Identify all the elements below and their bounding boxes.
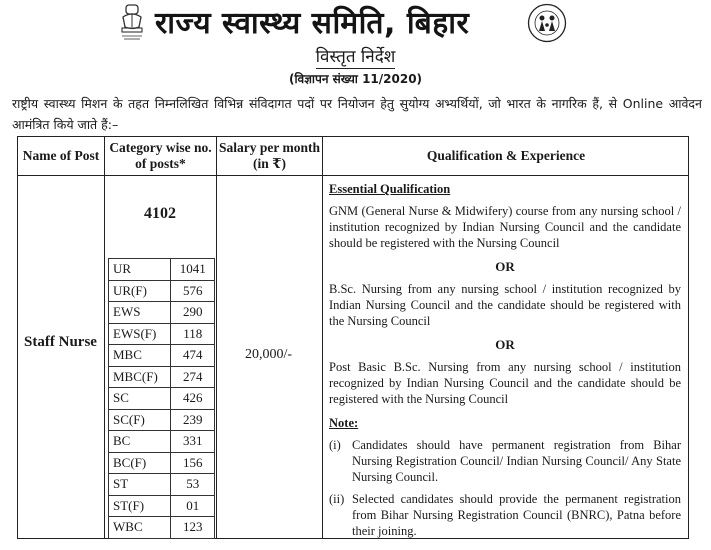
note-text: Candidates should have permanent registration from Bihar Nursing Registration Council/ Indian Nursing Council/ Any State Nursing Council. [352, 438, 681, 484]
note-item [329, 437, 681, 485]
category-count: 576 [171, 280, 215, 302]
post-name: Staff Nurse [24, 334, 97, 350]
note-heading: Note: [329, 416, 359, 430]
category-count: 290 [171, 302, 215, 324]
category-label: SC(F) [109, 409, 171, 431]
category-label: EWS(F) [109, 323, 171, 345]
recruitment-table [17, 136, 689, 539]
category-count: 118 [171, 323, 215, 345]
header-category-wise: Category wise no. of posts* [109, 140, 212, 171]
total-posts: 4102 [144, 205, 176, 222]
column-divider [216, 137, 217, 538]
advertisement-number: (विज्ञापन संख्या 11/2020) [288, 72, 423, 86]
category-row [109, 452, 215, 474]
category-count: 123 [171, 517, 215, 539]
qualification-option-post-basic: Post Basic B.Sc. Nursing from any nursing school / institution recognized by Indian Nursing Council and the candidate should be registered with the Nursing Council [329, 360, 681, 406]
page-subtitle [0, 44, 711, 67]
nhm-logo-icon [527, 3, 567, 43]
category-row [109, 388, 215, 410]
org-title: राज्य स्वास्थ्य समिति, बिहार [155, 6, 470, 41]
header-name-of-post: Name of Post [22, 148, 100, 163]
category-label: BC(F) [109, 452, 171, 474]
category-count: 274 [171, 366, 215, 388]
category-count: 156 [171, 452, 215, 474]
category-row [109, 280, 215, 302]
qualification-option-bsc: B.Sc. Nursing from any nursing school / institution recognized by Indian Nursing Council and the candidate should be registered with the Nursing Council [329, 282, 681, 328]
category-row [109, 259, 215, 281]
category-label: BC [109, 431, 171, 453]
category-row [109, 302, 215, 324]
subtitle-text: विस्तृत निर्देश [315, 47, 396, 67]
category-count: 331 [171, 431, 215, 453]
intro-paragraph: राष्ट्रीय स्वास्थ्य मिशन के तहत निम्नलिखित विभिन्न संविदागत पदों पर नियोजन हेतु सुयोग्य अभ्यर्थियों, जो भारत के नागरिक हैं, से Online आवेदन आमंत्रित किये जाते हैं:– [12, 96, 702, 132]
category-label: WBC [109, 517, 171, 539]
category-count: 474 [171, 345, 215, 367]
or-separator: OR [495, 259, 515, 274]
category-label: MBC [109, 345, 171, 367]
category-label: ST(F) [109, 495, 171, 517]
note-text: Selected candidates should provide the permanent registration from Bihar Nursing Registration Council (BNRC), Patna before their joining. [352, 492, 681, 538]
document-header [0, 0, 711, 44]
qualification-block [329, 181, 681, 545]
national-emblem-icon [117, 3, 147, 43]
category-label: MBC(F) [109, 366, 171, 388]
category-row [109, 409, 215, 431]
note-number: (i) [329, 438, 341, 452]
category-label: SC [109, 388, 171, 410]
note-list [329, 437, 681, 539]
category-label: UR(F) [109, 280, 171, 302]
category-count: 1041 [171, 259, 215, 281]
header-qualification: Qualification & Experience [426, 148, 586, 163]
header-salary: Salary per month (in ₹) [218, 140, 320, 171]
category-row [109, 517, 215, 539]
category-row [109, 323, 215, 345]
category-label: ST [109, 474, 171, 496]
category-table [108, 258, 215, 539]
category-count: 01 [171, 495, 215, 517]
category-label: UR [109, 259, 171, 281]
column-divider [104, 137, 105, 538]
column-divider [322, 137, 323, 538]
or-separator: OR [495, 337, 515, 352]
category-row [109, 345, 215, 367]
category-row [109, 474, 215, 496]
note-item [329, 491, 681, 539]
category-count: 426 [171, 388, 215, 410]
category-row [109, 431, 215, 453]
category-count: 53 [171, 474, 215, 496]
qualification-option-gnm: GNM (General Nurse & Midwifery) course from any nursing school / institution recognized by Indian Nursing Council and the candidate should be registered with the Nursing Council [329, 204, 681, 250]
category-row [109, 366, 215, 388]
category-label: EWS [109, 302, 171, 324]
note-number: (ii) [329, 492, 345, 506]
essential-qualification-heading: Essential Qualification [329, 182, 451, 196]
category-count: 239 [171, 409, 215, 431]
category-row [109, 495, 215, 517]
header-divider [18, 175, 688, 176]
salary-value: 20,000/- [244, 347, 293, 362]
